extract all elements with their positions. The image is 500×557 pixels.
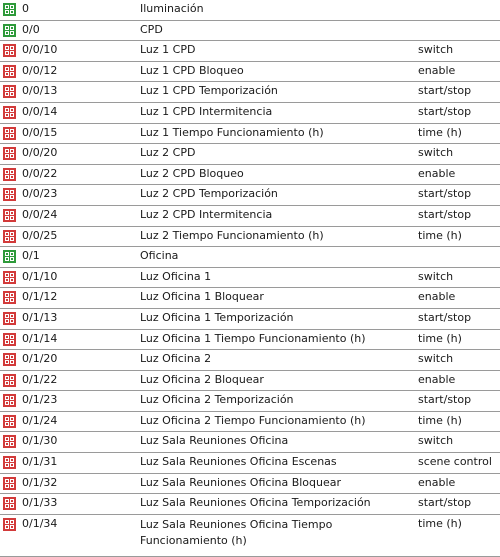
group-address-icon xyxy=(3,435,16,448)
group-address-icon xyxy=(3,85,16,98)
group-address: 0/0/23 xyxy=(22,187,58,201)
table-row[interactable] xyxy=(0,494,500,515)
group-address: 0/1/20 xyxy=(22,352,58,366)
datapoint-type: start/stop xyxy=(418,84,472,98)
table-row[interactable] xyxy=(0,371,500,392)
datapoint-type: enable xyxy=(418,475,456,489)
table-row[interactable] xyxy=(0,82,500,103)
group-address-icon xyxy=(3,456,16,469)
group-address-icon xyxy=(3,333,16,346)
datapoint-type: start/stop xyxy=(418,310,472,324)
group-name: Luz Oficina 2 xyxy=(140,352,212,366)
table-row[interactable] xyxy=(0,124,500,145)
datapoint-type: enable xyxy=(418,166,456,180)
group-address: 0/0/13 xyxy=(22,84,58,98)
group-name: Luz 1 CPD xyxy=(140,43,196,57)
datapoint-type: enable xyxy=(418,372,456,386)
group-name: Luz Oficina 1 Tiempo Funcionamiento (h) xyxy=(140,331,366,345)
group-name: Luz 1 Tiempo Funcionamiento (h) xyxy=(140,125,324,139)
table-row[interactable] xyxy=(0,227,500,248)
group-address-icon xyxy=(3,209,16,222)
table-row[interactable] xyxy=(0,309,500,330)
table-row[interactable] xyxy=(0,515,500,557)
group-address-icon xyxy=(3,271,16,284)
group-address: 0/0/14 xyxy=(22,104,58,118)
group-address: 0/0 xyxy=(22,22,40,36)
group-name: Luz Sala Reuniones Oficina xyxy=(140,434,289,448)
group-address: 0/1/13 xyxy=(22,310,58,324)
table-row[interactable] xyxy=(0,0,500,21)
group-address: 0/1 xyxy=(22,249,40,263)
datapoint-type: enable xyxy=(418,290,456,304)
group-address-icon xyxy=(3,44,16,57)
datapoint-type: time (h) xyxy=(418,413,462,427)
group-name: Luz Sala Reuniones Oficina Escenas xyxy=(140,455,337,469)
group-address-icon xyxy=(3,188,16,201)
datapoint-type: switch xyxy=(418,269,454,283)
table-row[interactable] xyxy=(0,185,500,206)
group-range-icon xyxy=(3,24,16,37)
group-address-icon xyxy=(3,168,16,181)
group-name: Luz 2 CPD xyxy=(140,146,196,160)
datapoint-type: switch xyxy=(418,43,454,57)
group-address-icon xyxy=(3,353,16,366)
table-row[interactable] xyxy=(0,288,500,309)
datapoint-type: switch xyxy=(418,352,454,366)
group-address: 0/1/14 xyxy=(22,331,58,345)
datapoint-type: time (h) xyxy=(418,331,462,345)
group-address-icon xyxy=(3,65,16,78)
group-name: Luz 2 CPD Temporización xyxy=(140,187,278,201)
group-address: 0/1/31 xyxy=(22,455,58,469)
group-name: Iluminación xyxy=(140,2,204,15)
group-name: Luz Oficina 1 xyxy=(140,269,212,283)
group-name: Luz Oficina 2 Temporización xyxy=(140,393,294,407)
datapoint-type: start/stop xyxy=(418,104,472,118)
group-address: 0/1/34 xyxy=(22,516,58,530)
group-name: Luz 1 CPD Temporización xyxy=(140,84,278,98)
group-address: 0/1/30 xyxy=(22,434,58,448)
group-name: Luz Oficina 2 Bloquear xyxy=(140,372,264,386)
group-address-icon xyxy=(3,497,16,510)
group-name: Luz Oficina 1 Temporización xyxy=(140,310,294,324)
group-name: Luz Sala Reuniones Oficina Bloquear xyxy=(140,475,342,489)
table-row[interactable] xyxy=(0,350,500,371)
table-row[interactable] xyxy=(0,144,500,165)
group-address: 0/0/10 xyxy=(22,43,58,57)
group-name: Oficina xyxy=(140,249,179,263)
datapoint-type: time (h) xyxy=(418,516,462,530)
table-row[interactable] xyxy=(0,453,500,474)
table-row[interactable] xyxy=(0,268,500,289)
group-address-icon xyxy=(3,106,16,119)
group-name: Luz Sala Reuniones Oficina Tiempo Funcionamiento (h) xyxy=(140,517,333,547)
group-address-icon xyxy=(3,291,16,304)
group-address: 0 xyxy=(22,2,29,15)
group-address-icon xyxy=(3,312,16,325)
group-address: 0/1/33 xyxy=(22,496,58,510)
group-address: 0/1/10 xyxy=(22,269,58,283)
table-row[interactable] xyxy=(0,247,500,268)
datapoint-type: start/stop xyxy=(418,496,472,510)
group-address: 0/0/12 xyxy=(22,63,58,77)
group-name: Luz 2 Tiempo Funcionamiento (h) xyxy=(140,228,324,242)
datapoint-type: start/stop xyxy=(418,207,472,221)
group-name: Luz Oficina 1 Bloquear xyxy=(140,290,264,304)
group-name: Luz Sala Reuniones Oficina Temporización xyxy=(140,496,371,510)
group-address-icon xyxy=(3,147,16,160)
datapoint-type: start/stop xyxy=(418,393,472,407)
group-name: CPD xyxy=(140,22,163,36)
table-row[interactable] xyxy=(0,21,500,42)
group-address: 0/1/12 xyxy=(22,290,58,304)
group-address-icon xyxy=(3,127,16,140)
group-name: Luz Oficina 2 Tiempo Funcionamiento (h) xyxy=(140,413,366,427)
table-row[interactable] xyxy=(0,432,500,453)
group-address: 0/1/22 xyxy=(22,372,58,386)
datapoint-type: time (h) xyxy=(418,228,462,242)
datapoint-type: switch xyxy=(418,434,454,448)
group-range-icon xyxy=(3,3,16,16)
group-address: 0/0/15 xyxy=(22,125,58,139)
group-name: Luz 1 CPD Intermitencia xyxy=(140,104,273,118)
datapoint-type: time (h) xyxy=(418,125,462,139)
group-range-icon xyxy=(3,250,16,263)
group-address: 0/0/20 xyxy=(22,146,58,160)
group-address: 0/0/25 xyxy=(22,228,58,242)
group-address-icon xyxy=(3,230,16,243)
datapoint-type: scene control xyxy=(418,455,492,469)
table-row[interactable] xyxy=(0,165,500,186)
group-address-icon xyxy=(3,518,16,531)
table-row[interactable] xyxy=(0,103,500,124)
table-row[interactable] xyxy=(0,62,500,83)
table-row[interactable] xyxy=(0,391,500,412)
group-address: 0/1/32 xyxy=(22,475,58,489)
group-address: 0/1/23 xyxy=(22,393,58,407)
datapoint-type: enable xyxy=(418,63,456,77)
table-row[interactable] xyxy=(0,206,500,227)
table-row[interactable] xyxy=(0,474,500,495)
table-row[interactable] xyxy=(0,412,500,433)
group-address-icon xyxy=(3,415,16,428)
group-address: 0/0/22 xyxy=(22,166,58,180)
table-row[interactable] xyxy=(0,41,500,62)
group-name: Luz 2 CPD Intermitencia xyxy=(140,207,273,221)
datapoint-type: start/stop xyxy=(418,187,472,201)
datapoint-type: switch xyxy=(418,146,454,160)
group-name: Luz 1 CPD Bloqueo xyxy=(140,63,244,77)
group-address-icon xyxy=(3,374,16,387)
group-address: 0/1/24 xyxy=(22,413,58,427)
group-name: Luz 2 CPD Bloqueo xyxy=(140,166,244,180)
group-address: 0/0/24 xyxy=(22,207,58,221)
table-row[interactable] xyxy=(0,330,500,351)
group-address-icon xyxy=(3,394,16,407)
group-address-icon xyxy=(3,477,16,490)
